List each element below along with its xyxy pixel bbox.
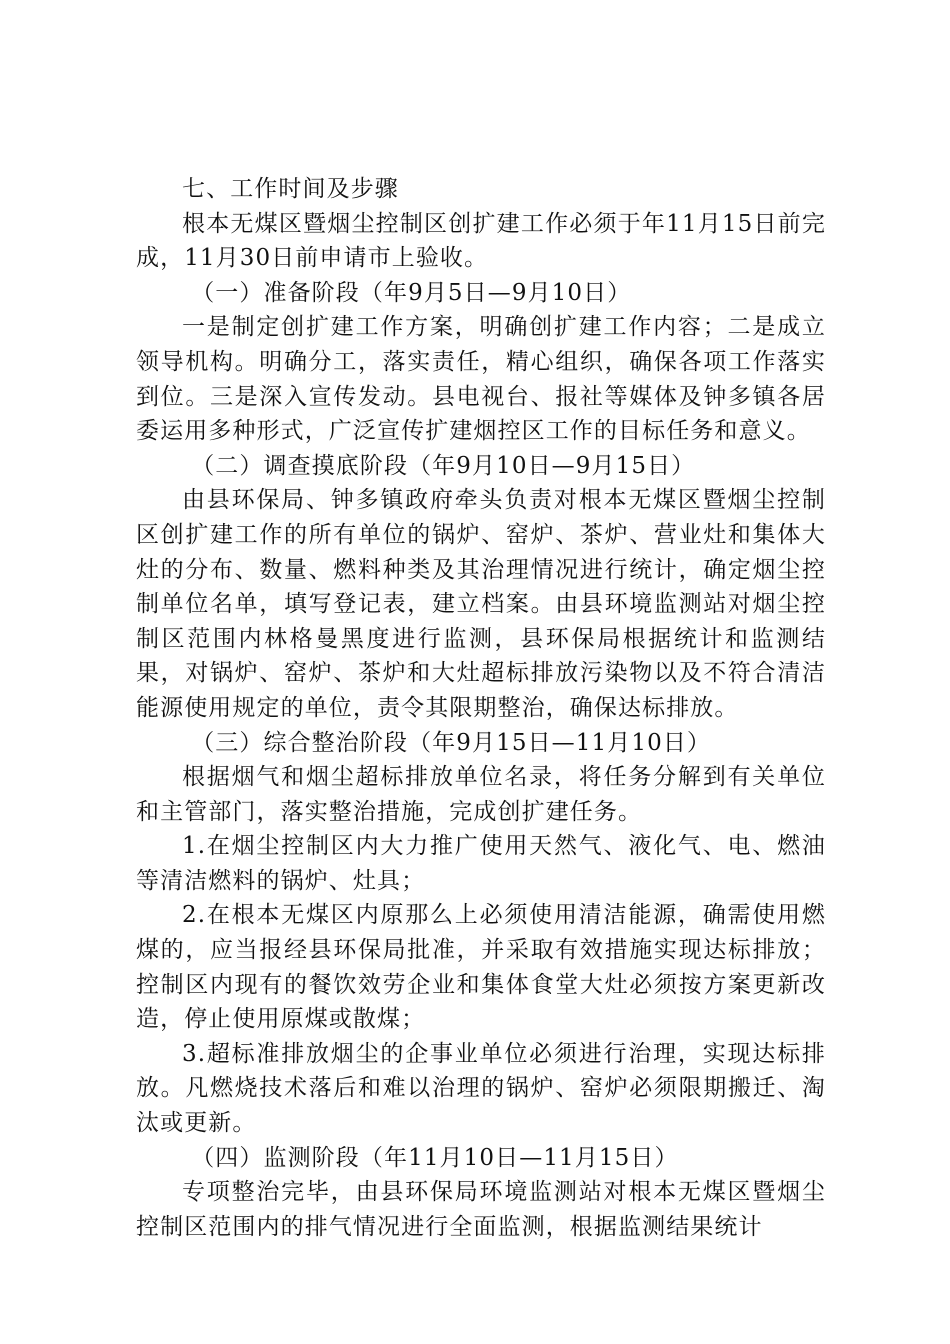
stage4-paragraph: 专项整治完毕，由县环保局环境监测站对根本无煤区暨烟尘控制区范围内的排气情况进行全面监测，根据监测结果统计 (136, 1179, 826, 1240)
stage3-item-3: 3.超标准排放烟尘的企事业单位必须进行治理，实现达标排放。凡燃烧技术落后和难以治理的锅炉、窑炉必须限期搬迁、淘汰或更新。 (136, 1040, 826, 1137)
stage3-item-2: 2.在根本无煤区内原那么上必须使用清洁能源，确需使用燃煤的，应当报经县环保局批准，并采取有效措施实现达标排放；控制区内现有的餐饮效劳企业和集体食堂大灶必须按方案更新改造，停止使用原煤或散煤； (136, 902, 826, 1033)
stage2-heading: （二）调查摸底阶段（年9月10日—9月15日） (191, 452, 696, 479)
stage4-heading: （四）监测阶段（年11月10日—11月15日） (191, 1144, 679, 1171)
intro-paragraph: 根本无煤区暨烟尘控制区创扩建工作必须于年11月15日前完成，11月30日前申请市上验收。 (136, 210, 826, 272)
stage1-heading: （一）准备阶段（年9月5日—9月10日） (191, 279, 632, 306)
document-body (136, 172, 826, 1244)
stage3-paragraph: 根据烟气和烟尘超标排放单位名录，将任务分解到有关单位和主管部门，落实整治措施，完成创扩建任务。 (136, 764, 826, 825)
section-title: 七、工作时间及步骤 (182, 176, 399, 202)
stage3-item-1: 1.在烟尘控制区内大力推广使用天然气、液化气、电、燃油等清洁燃料的锅炉、灶具； (136, 833, 826, 894)
stage3-heading: （三）综合整治阶段（年9月15日—11月10日） (191, 729, 712, 756)
stage1-paragraph: 一是制定创扩建工作方案，明确创扩建工作内容；二是成立领导机构。明确分工，落实责任，精心组织，确保各项工作落实到位。三是深入宣传发动。县电视台、报社等媒体及钟多镇各居委运用多种形式，广泛宣传扩建烟控区工作的目标任务和意义。 (136, 314, 826, 445)
stage2-paragraph: 由县环保局、钟多镇政府牵头负责对根本无煤区暨烟尘控制区创扩建工作的所有单位的锅炉、窑炉、茶炉、营业灶和集体大灶的分布、数量、燃料种类及其治理情况进行统计，确定烟尘控制单位名单，填写登记表，建立档案。由县环境监测站对烟尘控制区范围内林格曼黑度进行监测，县环保局根据统计和监测结果，对锅炉、窑炉、茶炉和大灶超标排放污染物以及不符合清洁能源使用规定的单位，责令其限期整治，确保达标排放。 (136, 487, 826, 721)
